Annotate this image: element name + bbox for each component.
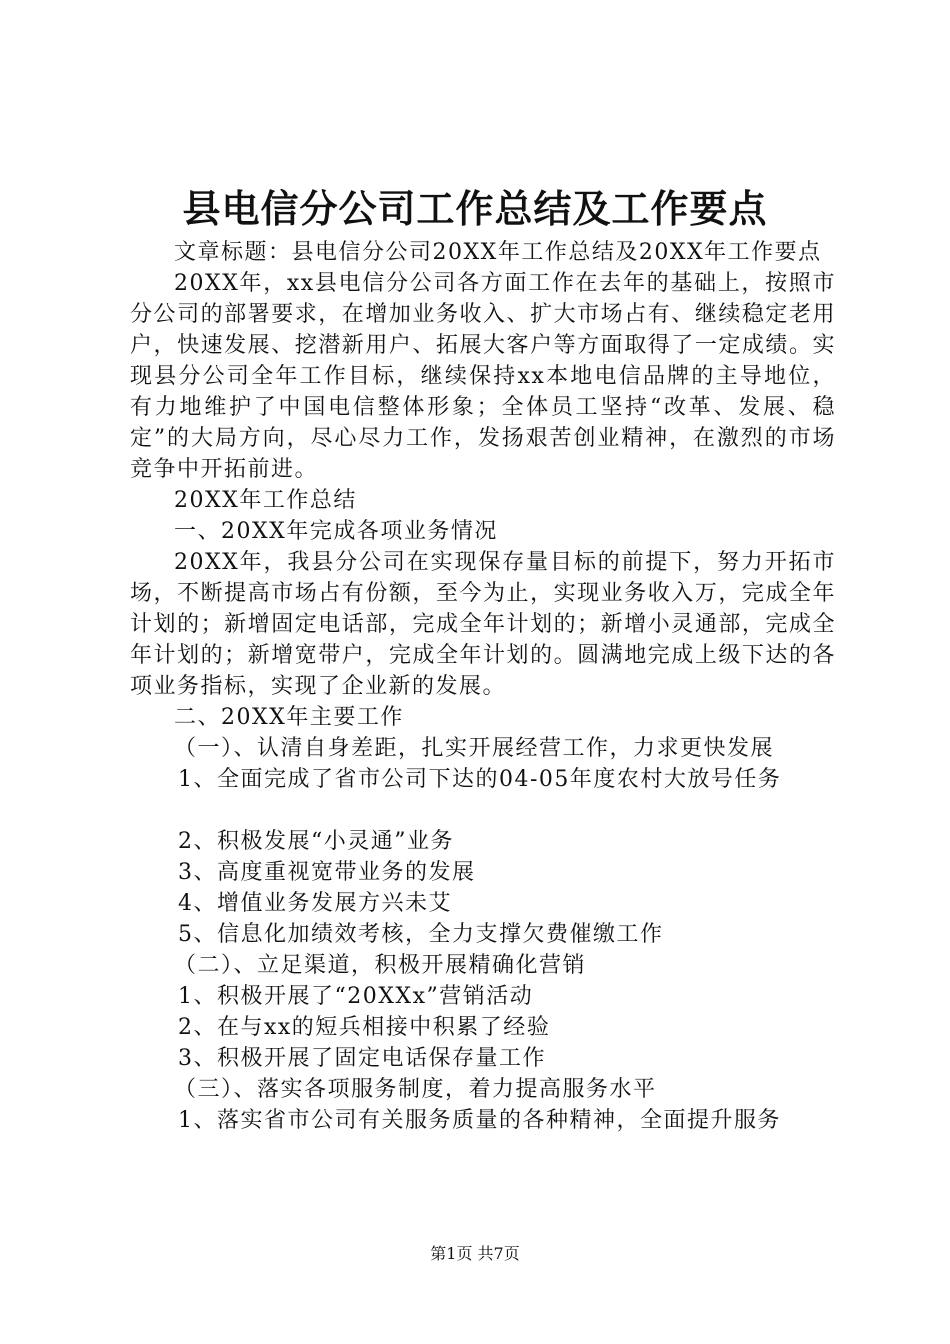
list-item: 1、积极开展了“20XXx”营销活动 xyxy=(178,984,534,1009)
list-item: 3、高度重视宽带业务的发展 xyxy=(178,860,476,885)
section-heading-2: 二、20XX年主要工作 xyxy=(174,705,404,730)
list-item: 1、落实省市公司有关服务质量的各种精神，全面提升服务 xyxy=(178,1108,781,1133)
page-footer: 第1页 共7页 xyxy=(430,1244,520,1263)
list-item: 2、积极发展“小灵通”业务 xyxy=(178,829,454,854)
list-item: 4、增值业务发展方兴未艾 xyxy=(178,891,452,916)
subsection-heading-1: （一）、认清自身差距，扎实开展经营工作，力求更快发展 xyxy=(174,736,775,761)
document-title: 县电信分公司工作总结及工作要点 xyxy=(182,186,768,231)
list-item: 3、积极开展了固定电话保存量工作 xyxy=(178,1046,546,1071)
section-heading-1: 一、20XX年完成各项业务情况 xyxy=(174,519,498,544)
list-item: 5、信息化加绩效考核，全力支撑欠费催缴工作 xyxy=(178,922,664,947)
section-heading-summary: 20XX年工作总结 xyxy=(174,488,357,513)
subsection-heading-2: （二）、立足渠道，积极开展精确化营销 xyxy=(174,953,587,978)
list-item: 1、全面完成了省市公司下达的04-05年度农村大放号任务 xyxy=(178,767,782,792)
document-body xyxy=(130,237,836,1136)
intro-paragraph: 20XX年，xx县电信分公司各方面工作在去年的基础上，按照市分公司的部署要求，在增加业务收入、扩大市场占有、继续稳定老用户，快速发展、挖潜新用户、拓展大客户等方面取得了一定成绩。实现县分公司全年工作目标，继续保持xx本地电信品牌的主导地位，有力地维护了中国电信整体形象；全体员工坚持“改革、发展、稳定”的大局方向，尽心尽力工作，发扬艰苦创业精神，在激烈的市场竞争中开拓前进。 xyxy=(130,271,836,482)
article-title-line: 文章标题：县电信分公司20XX年工作总结及20XX年工作要点 xyxy=(174,240,822,265)
business-paragraph: 20XX年，我县分公司在实现保存量目标的前提下，努力开拓市场，不断提高市场占有份额，至今为止，实现业务收入万，完成全年计划的；新增固定电话部，完成全年计划的；新增小灵通部，完成全年计划的；新增宽带户，完成全年计划的。圆满地完成上级下达的各项业务指标，实现了企业新的发展。 xyxy=(130,550,836,699)
list-item: 2、在与xx的短兵相接中积累了经验 xyxy=(178,1015,551,1040)
subsection-heading-3: （三）、落实各项服务制度，着力提高服务水平 xyxy=(174,1077,657,1102)
